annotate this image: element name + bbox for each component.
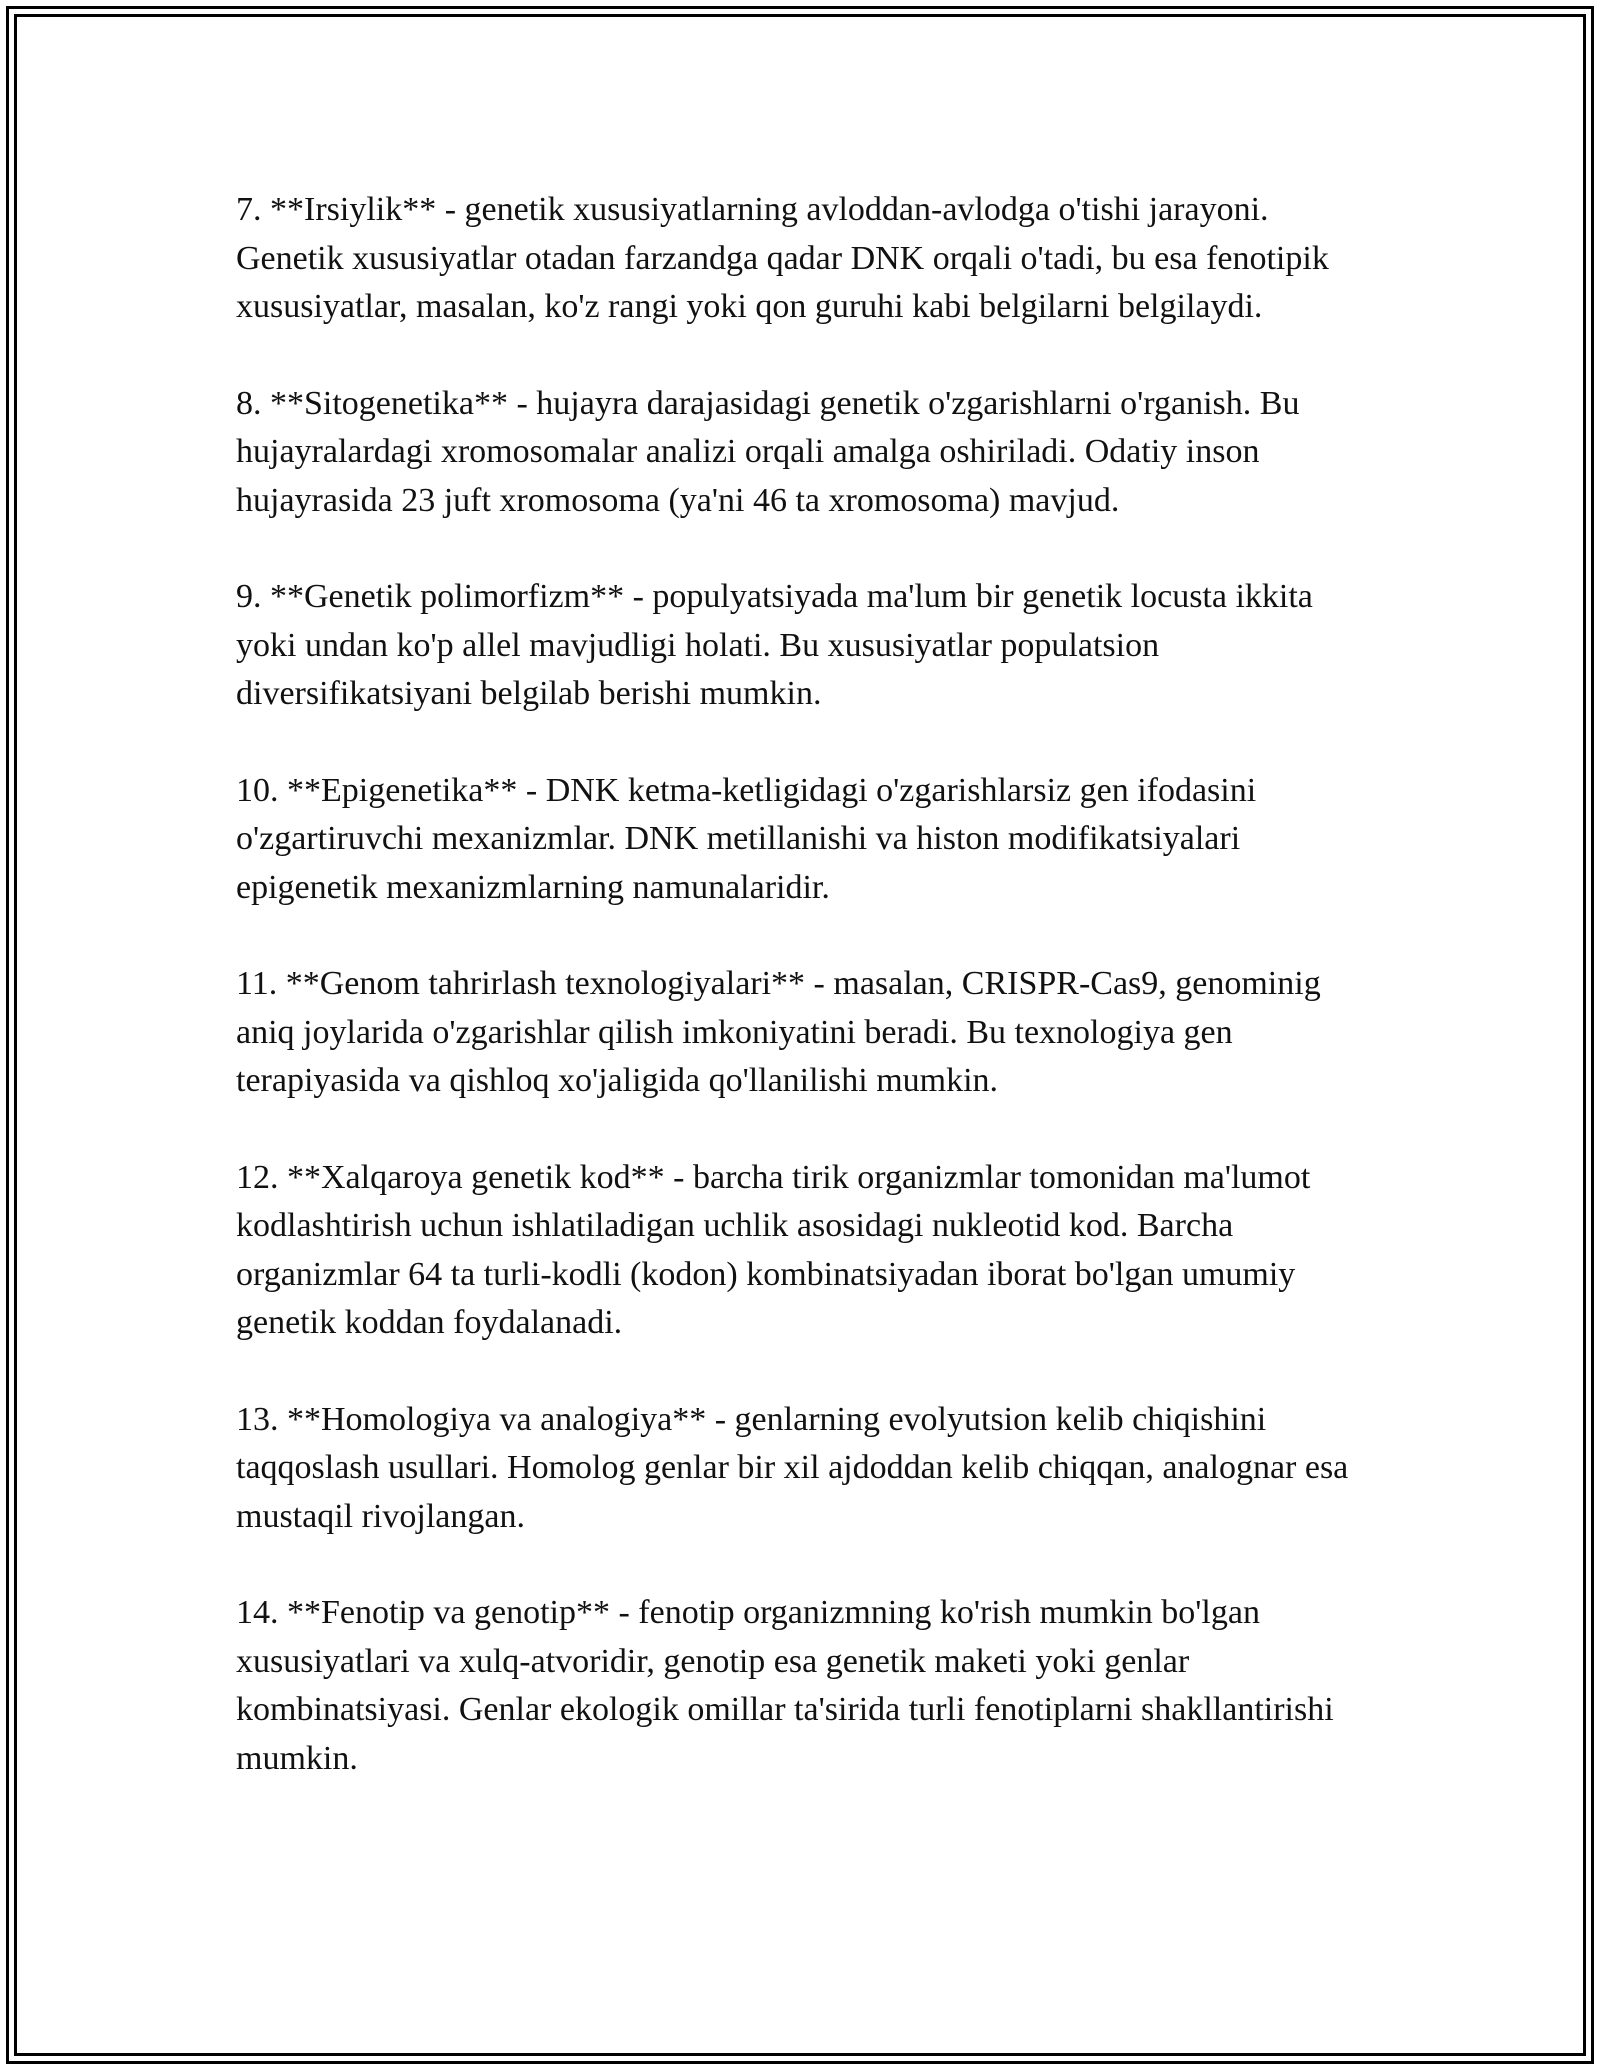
paragraph-homologiya: 13. **Homologiya va analogiya** - genlarning evolyutsion kelib chiqishini taqqoslash usullari. Homolog genlar bir xil ajdoddan kelib chiqqan, analognar esa mustaqil rivojlangan. bbox=[236, 1400, 1349, 1535]
document-body bbox=[236, 186, 1376, 1783]
paragraph-sitogenetika: 8. **Sitogenetika** - hujayra darajasidagi genetik o'zgarishlarni o'rganish. Bu hujayralardagi xromosomalar analizi orqali amalga oshiriladi. Odatiy inson hujayrasida 23 juft xromosoma (ya'ni 46 ta xromosoma) mavjud. bbox=[236, 384, 1300, 519]
paragraph-epigenetika: 10. **Epigenetika** - DNK ketma-ketligidagi o'zgarishlarsiz gen ifodasini o'zgartiruvchi mexanizmlar. DNK metillanishi va histon modifikatsiyalari epigenetik mexanizmlarning namunalaridir. bbox=[236, 771, 1257, 906]
paragraph-genetik-kod: 12. **Xalqaroya genetik kod** - barcha tirik organizmlar tomonidan ma'lumot kodlashtirish uchun ishlatiladigan uchlik asosidagi nukleotid kod. Barcha organizmlar 64 ta turli-kodli (kodon) kombinatsiyadan iborat bo'lgan umumiy genetik koddan foydalanadi. bbox=[236, 1158, 1311, 1341]
paragraph-fenotip-genotip: 14. **Fenotip va genotip** - fenotip organizmning ko'rish mumkin bo'lgan xususiyatlari va xulq-atvoridir, genotip esa genetik maketi yoki genlar kombinatsiyasi. Genlar ekologik omillar ta'sirida turli fenotiplarni shakllantirishi mumkin. bbox=[236, 1594, 1334, 1777]
paragraph-genetik-polimorfizm: 9. **Genetik polimorfizm** - populyatsiyada ma'lum bir genetik locusta ikkita yoki undan ko'p allel mavjudligi holati. Bu xususiyatlar populatsion diversifikatsiyani belgilab berishi mumkin. bbox=[236, 578, 1313, 712]
paragraph-irsiylik: 7. **Irsiylik** - genetik xususiyatlarning avloddan-avlodga o'tishi jarayoni. Genetik xususiyatlar otadan farzandga qadar DNK orqali o'tadi, bu esa fenotipik xususiyatlar, masalan, ko'z rangi yoki qon guruhi kabi belgilarni belgilaydi. bbox=[236, 191, 1329, 325]
paragraph-genom-tahrirlash: 11. **Genom tahrirlash texnologiyalari** - masalan, CRISPR-Cas9, genominig aniq joylarida o'zgarishlar qilish imkoniyatini beradi. Bu texnologiya gen terapiyasida va qishloq xo'jaligida qo'llanilishi mumkin. bbox=[236, 965, 1321, 1099]
